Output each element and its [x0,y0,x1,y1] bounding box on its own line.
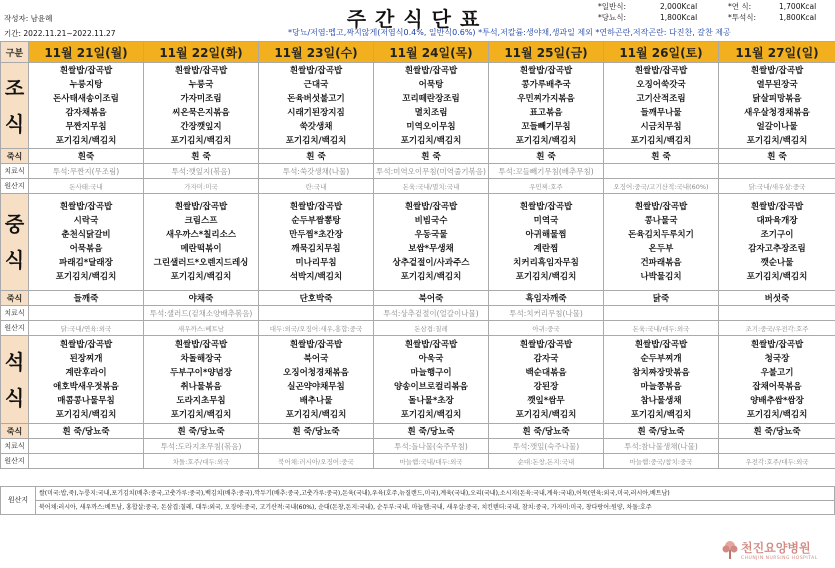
header-day-1: 11월 21일(월) [29,42,144,63]
dinner-therapy-label: 치료식 [1,439,29,454]
menu-item: 흰쌀밥/잡곡밥 [404,65,458,76]
menu-item: 온두부 [648,244,674,254]
dinner-origin-day-6: 마늘햄:중국/참치:중국 [604,454,719,469]
menu-item: 된장찌개 [69,353,103,364]
dinner-therapy-day-4: 투석:돌나물(숙주무침) [374,439,489,454]
menu-item: 얼갈이나물 [756,121,798,132]
breakfast-menu-day-4 [374,63,489,149]
lunch-porridge-label: 죽식 [1,291,29,306]
menu-item: 아욱국 [418,353,444,364]
menu-item: 시금치무침 [640,121,682,132]
footer-line-2: 북어채:러시아, 새우까스:베트남, 홍합살:중국, 돈삼겹:칠레, 대두:외국, 오징어:중국, 고기산적:국내(60%), 순대(돈창,돈지:국내), 순두부:국내, 마늘햄:국내, 새우살:중국, 치킨텐더:국내, 참치:중국, 가자미:미국, 창다랑어:원양, 차돌:호주 [36,501,835,515]
origin-footer [0,486,835,515]
menu-item: 흰쌀밥/잡곡밥 [59,339,113,350]
footer-line-1: 쌀(미국:밥,죽),누룽지:국내,포기김치(배추:중국,고춧가루:중국),백김치(배추:중국),깍두기(배추:중국,고춧가루:중국),돈육(국내),우육(호주,뉴질랜드,미국),계육(국내),오리(국내),소시지(돈육:국내,계육:국내),어묵(연육:외국,미국,러시아,베트남) [36,487,835,501]
menu-item: 계란후라이 [65,367,107,378]
menu-item: 미역국 [533,216,559,226]
menu-item: 북어국 [303,353,329,364]
lunch-label: 중 식 [1,194,29,291]
menu-item: 쑥갓생채 [299,121,333,132]
menu-item: 흰쌀밥/잡곡밥 [59,65,113,76]
dinner-therapy-day-7 [719,439,835,454]
menu-item: 포기김치/백김치 [630,409,692,420]
menu-item: 돌나물*초장 [408,395,454,406]
menu-item: 흰쌀밥/잡곡밥 [289,65,343,76]
menu-item: 대파육개장 [756,216,798,226]
lunch-porridge-day-5: 흑임자깨죽 [489,291,604,306]
menu-item: 취나물볶음 [180,381,222,392]
menu-item: 백순대볶음 [525,367,567,378]
menu-item: 시락국 [73,216,99,226]
lunch-origin-day-2: 새우까스:베트남 [144,321,259,336]
hospital-logo [722,539,818,561]
menu-item: 오징어쑥갓국 [636,79,686,90]
lunch-porridge-day-4: 북어죽 [374,291,489,306]
lunch-therapy-day-5: 투석:치커리무침(나물) [489,306,604,321]
header-day-5: 11월 25일(금) [489,42,604,63]
menu-item: 우불고기 [760,367,794,378]
menu-item: 감자고추장조림 [748,244,806,254]
menu-item: 참치짜장맛볶음 [632,367,690,378]
header-day-4: 11월 24일(목) [374,42,489,63]
menu-item: 포기김치/백김치 [515,272,577,282]
breakfast-porridge-day-3: 흰 죽 [259,149,374,164]
lunch-menu-day-7 [719,194,835,291]
breakfast-origin-day-5: 우민찌:호주 [489,179,604,194]
breakfast-porridge-day-6: 흰 죽 [604,149,719,164]
lunch-therapy-day-4: 투석:상추겉절이(얼갈이나물) [374,306,489,321]
lunch-menu-day-2 [144,194,259,291]
menu-item: 간장깻잎지 [180,121,222,132]
dinner-porridge-label: 죽식 [1,424,29,439]
menu-item: 포기김치/백김치 [400,409,462,420]
menu-item: 꼬들빼기무침 [521,121,571,132]
diabetic-cal-label: *당뇨식: [598,13,627,22]
menu-item: 흰쌀밥/잡곡밥 [289,202,343,212]
menu-item: 흰쌀밥/잡곡밥 [519,339,573,350]
menu-item: 청국장 [764,353,790,364]
menu-item: 계란찜 [533,244,559,254]
menu-item: 포기김치/백김치 [400,272,462,282]
dinner-menu-day-6 [604,336,719,424]
breakfast-origin-day-4: 돈육:국내/멸치:국내 [374,179,489,194]
breakfast-origin-day-7: 닭:국내/새우살:중국 [719,179,835,194]
menu-item: 포기김치/백김치 [55,135,117,146]
lunch-menu-day-4 [374,194,489,291]
lunch-porridge-day-3: 단호박죽 [259,291,374,306]
breakfast-origin-day-1: 돈사태:국내 [29,179,144,194]
dinner-label: 석 식 [1,336,29,424]
dysphagia-cal-value: 1,700Kcal [779,2,817,11]
menu-item: 포기김치/백김치 [55,409,117,420]
dinner-therapy-day-3 [259,439,374,454]
lunch-origin-day-6: 돈육:국내/대두:외국 [604,321,719,336]
menu-item: 잡채어묵볶음 [752,381,802,392]
dinner-porridge-day-2: 흰 죽/당뇨죽 [144,424,259,439]
dinner-origin-day-4: 마늘햄:국내/대두:외국 [374,454,489,469]
breakfast-menu-day-6 [604,63,719,149]
menu-item: 어묵탕 [418,79,444,90]
dinner-porridge-day-7: 흰 죽/당뇨죽 [719,424,835,439]
menu-item: 새우살청경채볶음 [744,107,810,118]
dinner-porridge-day-4: 흰 죽/당뇨죽 [374,424,489,439]
menu-item: 흰쌀밥/잡곡밥 [289,339,343,350]
diabetic-cal-value: 1,800Kcal [660,13,698,22]
breakfast-porridge-label: 죽식 [1,149,29,164]
lunch-origin-day-5: 아귀:중국 [489,321,604,336]
menu-item: 보쌈*무생채 [408,244,454,254]
menu-item: 흰쌀밥/잡곡밥 [174,65,228,76]
lunch-menu-day-1 [29,194,144,291]
menu-item: 포기김치/백김치 [515,135,577,146]
menu-item: 감자채볶음 [65,107,107,118]
menu-item: 고기산적조림 [636,93,686,104]
dinner-origin-label: 원산지 [1,454,29,469]
lunch-menu-day-3 [259,194,374,291]
menu-table [0,41,835,469]
footer-label: 원산지 [1,487,36,515]
breakfast-porridge-day-1: 흰죽 [29,149,144,164]
dinner-therapy-day-1 [29,439,144,454]
menu-item: 우민찌가지볶음 [517,93,575,104]
menu-item: 누룽국 [188,79,214,90]
header-day-7: 11월 27일(일) [719,42,835,63]
menu-item: 흰쌀밥/잡곡밥 [519,202,573,212]
menu-item: 포기김치/백김치 [170,135,232,146]
lunch-porridge-day-2: 야채죽 [144,291,259,306]
menu-item: 흰쌀밥/잡곡밥 [750,339,804,350]
breakfast-porridge-day-2: 흰 죽 [144,149,259,164]
menu-item: 흰쌀밥/잡곡밥 [750,65,804,76]
breakfast-therapy-day-3: 투석:쑥갓생채(나물) [259,164,374,179]
menu-item: 흰쌀밥/잡곡밥 [174,339,228,350]
menu-item: 포기김치/백김치 [746,135,808,146]
menu-item: 깻순나물 [760,258,794,268]
menu-item: 건파래볶음 [640,258,682,268]
breakfast-label: 조 식 [1,63,29,149]
dinner-porridge-day-3: 흰 죽/당뇨죽 [259,424,374,439]
lunch-menu-day-6 [604,194,719,291]
lunch-porridge-day-6: 닭죽 [604,291,719,306]
menu-item: 만두찜*초간장 [289,230,343,240]
menu-item: 애호박새우젓볶음 [53,381,119,392]
menu-item: 마늘행구이 [410,367,452,378]
breakfast-therapy-day-4: 투석:미역오이무침(미역줄기볶음) [374,164,489,179]
breakfast-porridge-day-4: 흰 죽 [374,149,489,164]
dinner-origin-day-3: 북어채:러시아/오징어:중국 [259,454,374,469]
page-title: 주간식단표 [346,7,489,31]
menu-item: 흰쌀밥/잡곡밥 [404,202,458,212]
menu-item: 마늘쫑볶음 [640,381,682,392]
menu-item: 크림스프 [184,216,218,226]
menu-item: 시래기된장지짐 [287,107,345,118]
lunch-therapy-day-7 [719,306,835,321]
menu-item: 포기김치/백김치 [55,272,117,282]
menu-item: 조기구이 [760,230,794,240]
lunch-therapy-day-2: 투석:샐러드(겉채소양배추볶음) [144,306,259,321]
diet-note: *당뇨/저염:멥고,짜지않게(저염식0.4%, 일반식0.6%) *투석,저칼륨:생야채,생과일 제외 *연하곤란,저작곤란: 다진찬, 갈찬 제공 [288,28,731,37]
lunch-origin-day-4: 돈삼겹:칠레 [374,321,489,336]
lunch-origin-label: 원산지 [1,321,29,336]
dysphagia-cal-label: *연 식: [728,2,752,11]
menu-item: 실곤약야채무침 [287,381,345,392]
menu-item: 흰쌀밥/잡곡밥 [634,202,688,212]
breakfast-menu-day-2 [144,63,259,149]
menu-item: 흰쌀밥/잡곡밥 [59,202,113,212]
lunch-therapy-day-1 [29,306,144,321]
menu-item: 포기김치/백김치 [746,409,808,420]
menu-item: 춘천식닭갈비 [61,230,111,240]
lunch-menu-day-5 [489,194,604,291]
menu-item: 포기김치/백김치 [285,409,347,420]
menu-item: 근대국 [303,79,329,90]
menu-item: 도라지초무침 [176,395,226,406]
dinner-porridge-day-5: 흰 죽/당뇨죽 [489,424,604,439]
menu-item: 무짠지무침 [65,121,107,132]
dinner-origin-day-2: 차돌:호주/대두:외국 [144,454,259,469]
menu-item: 깻잎*쌈무 [527,395,565,406]
menu-item: 흰쌀밥/잡곡밥 [750,202,804,212]
dinner-menu-day-5 [489,336,604,424]
breakfast-origin-day-3: 란:국내 [259,179,374,194]
menu-item: 배추나물 [299,395,333,406]
menu-item: 포기김치/백김치 [170,272,232,282]
breakfast-therapy-day-7 [719,164,835,179]
menu-item: 꼬리떼란장조림 [402,93,460,104]
breakfast-therapy-day-6 [604,164,719,179]
dinner-origin-day-1 [29,454,144,469]
menu-item: 흰쌀밥/잡곡밥 [519,65,573,76]
menu-item: 매콤콩나물무침 [57,395,115,406]
breakfast-menu-day-5 [489,63,604,149]
breakfast-origin-day-2: 가자미:미국 [144,179,259,194]
header-category: 구분 [1,42,29,63]
lunch-therapy-label: 치료식 [1,306,29,321]
menu-item: 감자국 [533,353,559,364]
lunch-therapy-day-6 [604,306,719,321]
breakfast-origin-day-6: 오징어:중국/고기산적:국내(60%) [604,179,719,194]
menu-item: 파래김*달래장 [59,258,113,268]
menu-item: 미나리무침 [295,258,337,268]
breakfast-therapy-day-1: 투석:무짠지(무조림) [29,164,144,179]
header-day-2: 11월 22일(화) [144,42,259,63]
breakfast-porridge-day-5: 흰 죽 [489,149,604,164]
period: 기간: 2022.11.21~2022.11.27 [4,29,116,38]
menu-item: 깨묵김치무침 [291,244,341,254]
breakfast-therapy-day-2: 투석:깻잎지(볶음) [144,164,259,179]
menu-item: 나박물김치 [640,272,682,282]
breakfast-therapy-day-5: 투석:꼬들빼기무침(배추무침) [489,164,604,179]
menu-item: 새우까스*칠리소스 [165,230,237,240]
dinner-menu-day-1 [29,336,144,424]
menu-item: 씨온묵은지볶음 [172,107,230,118]
dinner-porridge-day-1: 흰 죽/당뇨죽 [29,424,144,439]
menu-item: 비빔국수 [414,216,448,226]
menu-item: 메란떡볶이 [180,244,222,254]
tree-logo-icon [722,540,738,560]
dialysis-cal-label: *투석식: [728,13,757,22]
menu-item: 흰쌀밥/잡곡밥 [174,202,228,212]
menu-item: 닭살피망볶음 [752,93,802,104]
dinner-menu-day-4 [374,336,489,424]
menu-item: 오징어청경채볶음 [283,367,349,378]
dinner-menu-day-7 [719,336,835,424]
menu-item: 우동국물 [414,230,448,240]
dinner-porridge-day-6: 흰 죽/당뇨죽 [604,424,719,439]
menu-item: 콩가루배추국 [521,79,571,90]
dinner-therapy-day-5: 투석:깻잎(숙주나물) [489,439,604,454]
menu-item: 포기김치/백김치 [400,135,462,146]
dinner-therapy-day-2: 투석:도라지초무침(볶음) [144,439,259,454]
menu-item: 가자미조림 [180,93,222,104]
menu-item: 흰쌀밥/잡곡밥 [634,339,688,350]
lunch-porridge-day-1: 들깨죽 [29,291,144,306]
menu-item: 두부구이*양념장 [170,367,232,378]
menu-item: 누룽지탕 [69,79,103,90]
author: 작성자: 남윤혜 [4,14,53,23]
breakfast-menu-day-7 [719,63,835,149]
menu-item: 흰쌀밥/잡곡밥 [634,65,688,76]
menu-item: 순두부짬뽕탕 [291,216,341,226]
menu-item: 강된장 [533,381,559,392]
menu-item: 들깨무나물 [640,107,682,118]
general-cal-value: 2,000Kcal [660,2,698,11]
menu-item: 상추겉절이/사과주스 [392,258,470,268]
menu-item: 순두부찌개 [640,353,682,364]
menu-item: 열무된장국 [756,79,798,90]
menu-item: 돈사태새송이조림 [53,93,119,104]
menu-item: 멸치조림 [414,107,448,118]
menu-item: 포기김치/백김치 [170,409,232,420]
menu-item: 미역오이무침 [406,121,456,132]
lunch-porridge-day-7: 버섯죽 [719,291,835,306]
menu-item: 포기김치/백김치 [515,409,577,420]
hospital-name: 천진요양병원 [741,541,811,555]
menu-item: 포기김치/백김치 [746,272,808,282]
general-cal-label: *일반식: [598,2,627,11]
menu-item: 포기김치/백김치 [630,135,692,146]
menu-item: 포기김치/백김치 [285,135,347,146]
lunch-therapy-day-3 [259,306,374,321]
dialysis-cal-value: 1,800Kcal [779,13,817,22]
menu-item: 차돌해장국 [180,353,222,364]
header-day-3: 11월 23일(수) [259,42,374,63]
dinner-origin-day-7: 우전각:호주/대두:외국 [719,454,835,469]
menu-item: 콩나물국 [644,216,678,226]
lunch-origin-day-3: 대두:외국/오징어:새우,홍합:중국 [259,321,374,336]
menu-item: 참나물생채 [640,395,682,406]
breakfast-therapy-label: 치료식 [1,164,29,179]
menu-item: 어묵볶음 [69,244,103,254]
header-day-6: 11월 26일(토) [604,42,719,63]
lunch-origin-day-1: 닭:국내/연육:외국 [29,321,144,336]
breakfast-porridge-day-7: 흰 죽 [719,149,835,164]
menu-item: 돈육김치두루치기 [628,230,694,240]
menu-item: 흰쌀밥/잡곡밥 [404,339,458,350]
menu-item: 아귀해물찜 [525,230,567,240]
dinner-therapy-day-6: 투석:참나물생채(나물) [604,439,719,454]
lunch-origin-day-7: 조기:중국/우전각:호주 [719,321,835,336]
breakfast-menu-day-1 [29,63,144,149]
dinner-menu-day-3 [259,336,374,424]
dinner-origin-day-5: 순대:돈창,돈지:국내 [489,454,604,469]
breakfast-origin-label: 원산지 [1,179,29,194]
menu-item: 치커리흑임자무침 [513,258,579,268]
menu-item: 표고볶음 [529,107,563,118]
menu-item: 양송이브로컬리볶음 [394,381,468,392]
menu-item: 그린샐러드*오렌지드레싱 [153,258,249,268]
menu-item: 양배추쌈*쌈장 [750,395,804,406]
dinner-menu-day-2 [144,336,259,424]
menu-item: 돈육버섯불고기 [287,93,345,104]
breakfast-menu-day-3 [259,63,374,149]
hospital-english: CHUNJIN NURSING HOSPITAL [741,556,818,561]
menu-item: 석박지/백김치 [289,272,343,282]
